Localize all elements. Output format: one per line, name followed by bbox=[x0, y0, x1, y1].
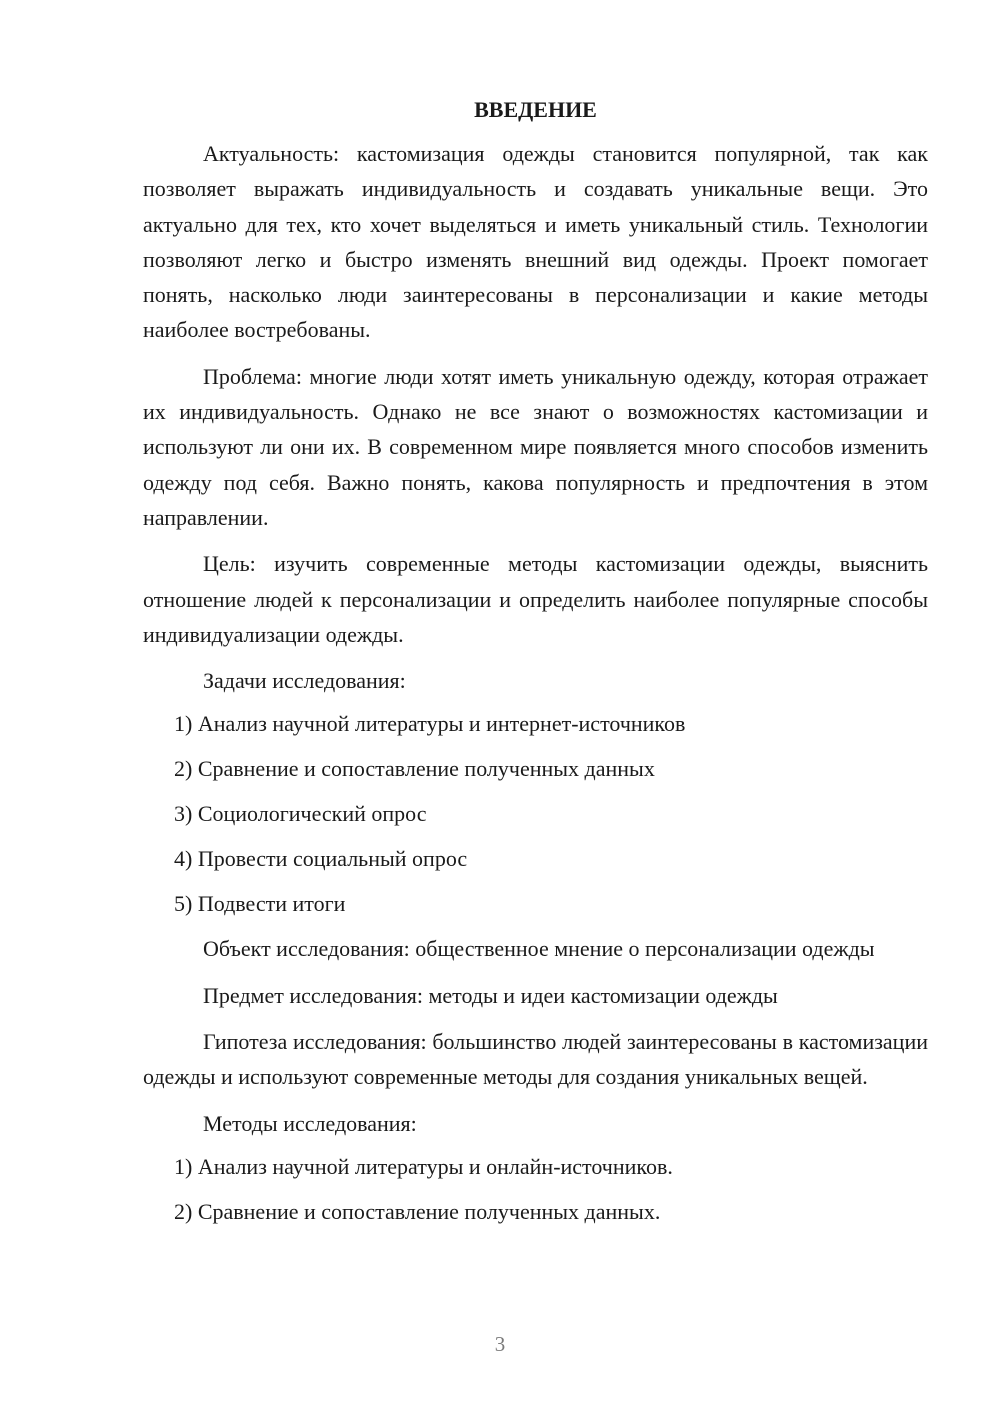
list-item: 1) Анализ научной литературы и онлайн-источников. bbox=[174, 1153, 673, 1179]
relevance-paragraph: Актуальность: кастомизация одежды становится популярной, так как позволяет выражать индивидуальность и создавать уникальные вещи. Это актуально для тех, кто хочет выделяться и иметь уникальный стиль. Технологии позволяют легко и быстро изменять внешний вид одежды. Проект помогает понять, насколько люди заинтересованы в персонализации и какие методы наиболее востребованы. bbox=[143, 141, 928, 343]
tasks-list bbox=[143, 706, 928, 921]
list-item: 3) Социологический опрос bbox=[174, 801, 427, 827]
goal-paragraph: Цель: изучить современные методы кастомизации одежды, выяснить отношение людей к персонализации и определить наиболее популярные способы индивидуализации одежды. bbox=[143, 551, 928, 647]
problem-paragraph: Проблема: многие люди хотят иметь уникальную одежду, которая отражает их индивидуальность. Однако не все знают о возможностях кастомизации и используют ли они их. В современном мире появляется много способов изменить одежду под себя. Важно понять, какова популярность и предпочтения в этом направлении. bbox=[143, 363, 928, 530]
section-heading: ВВЕДЕНИЕ bbox=[474, 97, 597, 122]
tasks-heading: Задачи исследования: bbox=[203, 668, 406, 694]
list-item: 2) Сравнение и сопоставление полученных данных bbox=[174, 756, 655, 782]
object-paragraph: Объект исследования: общественное мнение о персонализации одежды bbox=[203, 936, 875, 962]
list-item: 1) Анализ научной литературы и интернет-источников bbox=[174, 711, 686, 737]
hypothesis-paragraph: Гипотеза исследования: большинство людей заинтересованы в кастомизации одежды и используют современные методы для создания уникальных вещей. bbox=[143, 1029, 928, 1090]
subject-paragraph: Предмет исследования: методы и идеи кастомизации одежды bbox=[203, 982, 778, 1008]
list-item: 2) Сравнение и сопоставление полученных данных. bbox=[174, 1198, 661, 1224]
methods-list bbox=[143, 1149, 928, 1229]
document-page bbox=[143, 94, 928, 1239]
list-item: 4) Провести социальный опрос bbox=[174, 846, 468, 872]
page-number: 3 bbox=[494, 1332, 506, 1356]
list-item: 5) Подвести итоги bbox=[174, 891, 346, 917]
methods-heading: Методы исследования: bbox=[203, 1110, 417, 1136]
